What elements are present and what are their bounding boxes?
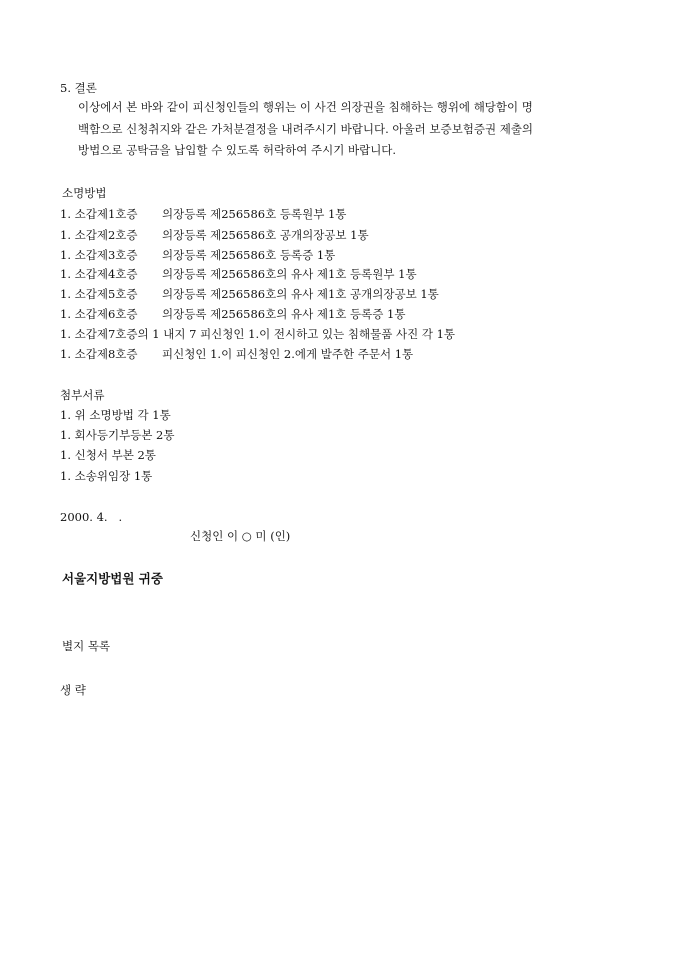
evidence-item bbox=[60, 227, 369, 243]
evidence-item bbox=[60, 326, 455, 342]
applicant-signature: 신청인 이 ○ 미 (인) bbox=[190, 529, 291, 543]
attachment-item: 1. 소송위임장 1통 bbox=[60, 469, 153, 483]
evidence-desc: 의장등록 제256586호 등록원부 1통 bbox=[162, 207, 347, 221]
evidence-label: 1. 소갑제1호증 bbox=[60, 207, 138, 221]
evidence-desc: 의장등록 제256586호의 유사 제1호 등록원부 1통 bbox=[162, 267, 417, 281]
evidence-label: 1. 소갑제8호증 bbox=[60, 347, 138, 361]
conclusion-line: 이상에서 본 바와 같이 피신청인들의 행위는 이 사건 의장권을 침해하는 행위에 해당함이 명 bbox=[78, 100, 533, 114]
conclusion-heading: 5. 결론 bbox=[60, 81, 97, 95]
attachment-item: 1. 위 소명방법 각 1통 bbox=[60, 408, 171, 422]
evidence-item bbox=[60, 247, 335, 263]
evidence-item bbox=[60, 346, 413, 362]
appendix-heading: 별지 목록 bbox=[62, 639, 111, 653]
evidence-label: 1. 소갑제4호증 bbox=[60, 267, 138, 281]
attachments-heading: 첨부서류 bbox=[60, 388, 105, 402]
evidence-desc: 의장등록 제256586호의 유사 제1호 등록증 1통 bbox=[162, 307, 406, 321]
evidence-desc: 의장등록 제256586호의 유사 제1호 공개의장공보 1통 bbox=[162, 287, 439, 301]
evidence-label: 1. 소갑제7호증의 1 내지 7 bbox=[60, 327, 197, 341]
evidence-desc: 의장등록 제256586호 공개의장공보 1통 bbox=[162, 228, 369, 242]
evidence-desc: 피신청인 1.이 피신청인 2.에게 발주한 주문서 1통 bbox=[162, 347, 414, 361]
evidence-item bbox=[60, 306, 405, 322]
evidence-desc: 피신청인 1.이 전시하고 있는 침해물품 사진 각 1통 bbox=[200, 327, 456, 341]
evidence-item bbox=[60, 266, 417, 282]
appendix-omitted: 생 략 bbox=[60, 683, 86, 697]
evidence-label: 1. 소갑제2호증 bbox=[60, 228, 138, 242]
attachment-item: 1. 회사등기부등본 2통 bbox=[60, 428, 175, 442]
evidence-item bbox=[60, 206, 346, 222]
conclusion-line: 백함으로 신청취지와 같은 가처분결정을 내려주시기 바랍니다. 아울러 보증보험증권 제출의 bbox=[78, 122, 534, 136]
court-addressee: 서울지방법원 귀중 bbox=[62, 571, 163, 586]
evidence-item bbox=[60, 286, 439, 302]
evidence-label: 1. 소갑제3호증 bbox=[60, 248, 138, 262]
attachment-item: 1. 신청서 부본 2통 bbox=[60, 448, 156, 462]
filing-date: 2000. 4. . bbox=[60, 510, 123, 524]
evidence-desc: 의장등록 제256586호 등록증 1통 bbox=[162, 248, 336, 262]
evidence-heading: 소명방법 bbox=[62, 186, 107, 200]
evidence-label: 1. 소갑제5호증 bbox=[60, 287, 138, 301]
conclusion-line: 방법으로 공탁금을 납입할 수 있도록 허락하여 주시기 바랍니다. bbox=[78, 143, 397, 157]
evidence-label: 1. 소갑제6호증 bbox=[60, 307, 138, 321]
